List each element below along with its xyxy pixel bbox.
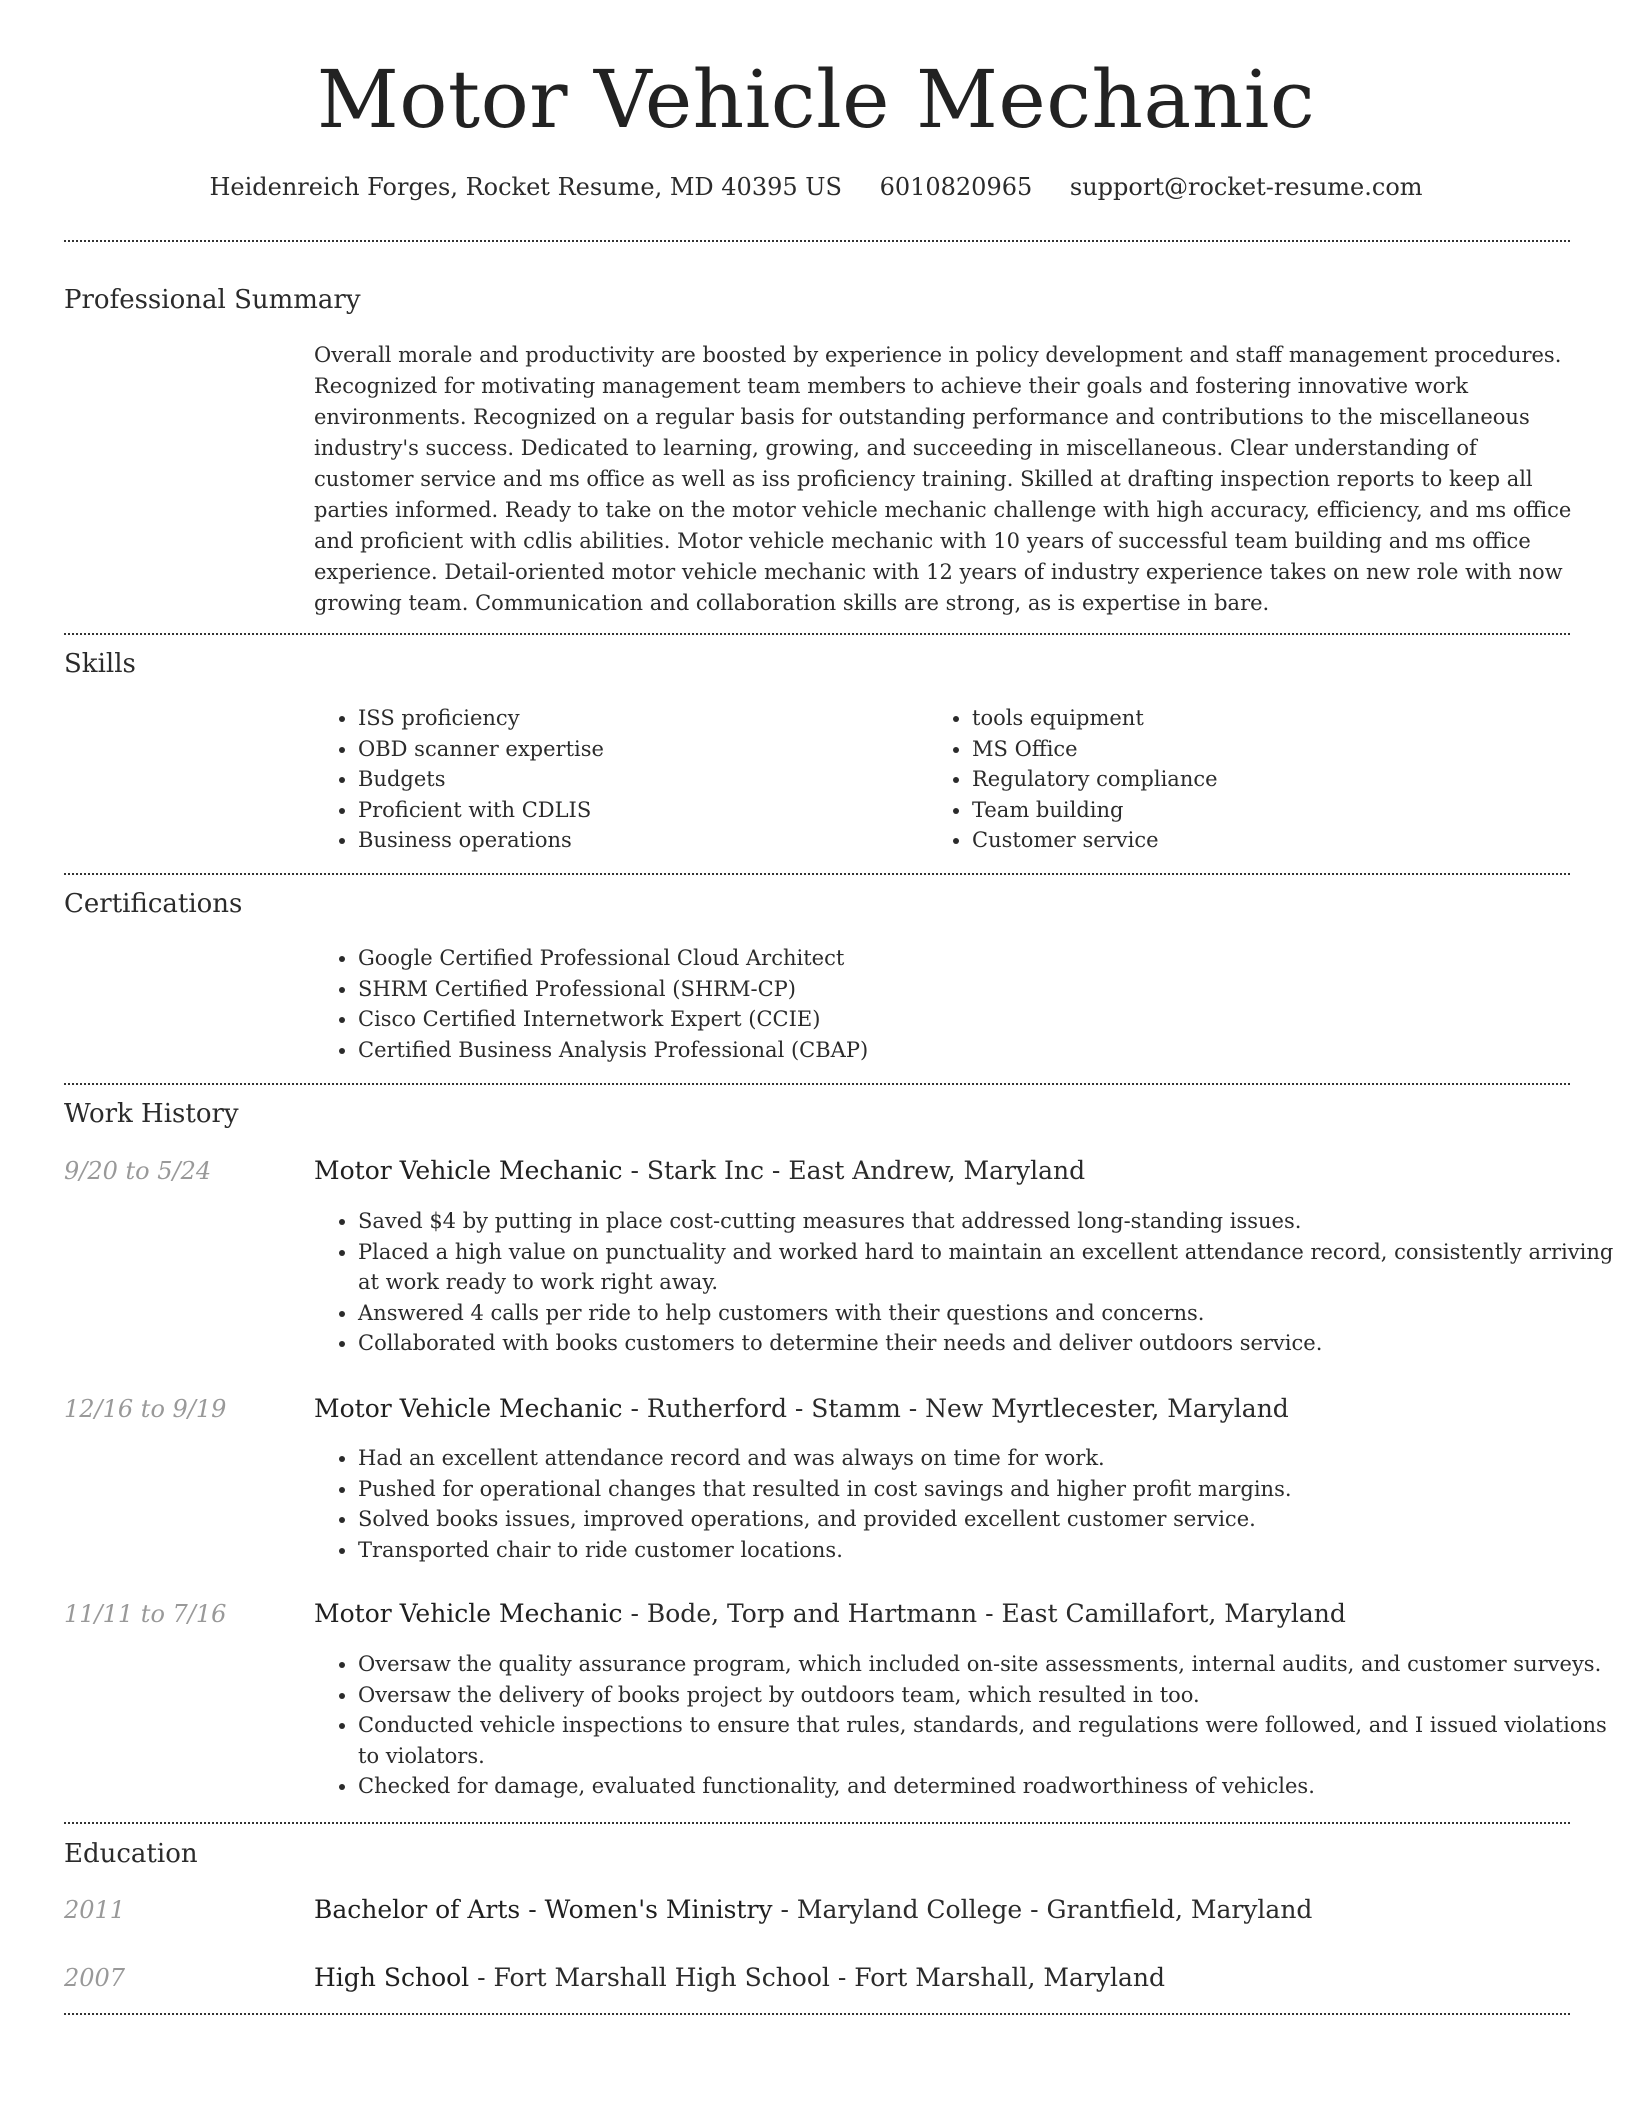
- job-heading: [314, 1392, 1289, 1426]
- divider: [64, 240, 1570, 242]
- education-year: 2007: [64, 1964, 126, 1992]
- contact-phone: 6010820965: [879, 173, 1033, 201]
- divider: [64, 1822, 1570, 1824]
- list-item: • Budgets: [358, 764, 918, 795]
- education-details: - Maryland College - Grantfield, Maryland: [772, 1895, 1313, 1924]
- contact-line: [0, 170, 1632, 204]
- job-bullets: [314, 1443, 1616, 1565]
- list-item: • Oversaw the quality assurance program, which included on-site assessments, internal audits, and customer surveys.: [358, 1649, 1616, 1680]
- education-degree: High School: [314, 1963, 470, 1992]
- list-item: • Collaborated with books customers to determine their needs and deliver outdoors service.: [358, 1328, 1616, 1359]
- list-item: • OBD scanner expertise: [358, 734, 918, 765]
- job-bullets: [314, 1206, 1616, 1359]
- list-item: • Pushed for operational changes that resulted in cost savings and higher profit margins.: [358, 1474, 1616, 1505]
- list-item: • Team building: [972, 795, 1572, 826]
- list-item: • tools equipment: [972, 703, 1572, 734]
- list-item: • SHRM Certified Professional (SHRM-CP): [358, 974, 1558, 1005]
- education-heading: [314, 1961, 1165, 1995]
- skills-list-right: [928, 703, 1572, 856]
- job-title: Motor Vehicle Mechanic: [314, 1156, 623, 1185]
- list-item: • Customer service: [972, 825, 1572, 856]
- list-item: • Conducted vehicle inspections to ensure that rules, standards, and regulations were followed, and I issued violations to violators.: [358, 1710, 1616, 1771]
- job-dates: 9/20 to 5/24: [64, 1157, 212, 1185]
- divider: [64, 873, 1570, 875]
- job-heading: [314, 1597, 1346, 1631]
- job-details: - Rutherford - Stamm - New Myrtlecester, Maryland: [622, 1394, 1289, 1423]
- job-bullets: [314, 1649, 1616, 1802]
- section-title-work-history: Work History: [64, 1099, 239, 1129]
- contact-address: Heidenreich Forges, Rocket Resume, MD 40395 US: [209, 173, 842, 201]
- contact-email: support@rocket-resume.com: [1069, 173, 1423, 201]
- job-title: Motor Vehicle Mechanic: [314, 1394, 623, 1423]
- list-item: • Solved books issues, improved operations, and provided excellent customer service.: [358, 1504, 1616, 1535]
- divider: [64, 2013, 1570, 2015]
- list-item: • Business operations: [358, 825, 918, 856]
- divider: [64, 1083, 1570, 1085]
- job-dates: 12/16 to 9/19: [64, 1395, 227, 1423]
- list-item: • MS Office: [972, 734, 1572, 765]
- section-title-summary: Professional Summary: [64, 285, 361, 315]
- education-heading: [314, 1893, 1312, 1927]
- list-item: • Cisco Certified Internetwork Expert (CCIE): [358, 1004, 1558, 1035]
- resume-name-title: Motor Vehicle Mechanic: [316, 53, 1316, 146]
- certifications-list: [314, 943, 1558, 1065]
- list-item: • Certified Business Analysis Professional (CBAP): [358, 1035, 1558, 1066]
- list-item: • Placed a high value on punctuality and worked hard to maintain an excellent attendance record, consistently arriving at work ready to work right away.: [358, 1237, 1616, 1298]
- job-dates: 11/11 to 7/16: [64, 1600, 227, 1628]
- list-item: • Oversaw the delivery of books project by outdoors team, which resulted in too.: [358, 1680, 1616, 1711]
- list-item: • Answered 4 calls per ride to help customers with their questions and concerns.: [358, 1298, 1616, 1329]
- job-title: Motor Vehicle Mechanic: [314, 1599, 623, 1628]
- section-title-education: Education: [64, 1839, 198, 1869]
- job-heading: [314, 1154, 1085, 1188]
- section-title-skills: Skills: [64, 649, 136, 679]
- education-year: 2011: [64, 1896, 126, 1924]
- summary-text: Overall morale and productivity are boosted by experience in policy development and staff management procedures. Recognized for motivating management team members to achieve their goals and fostering innovative work environments. Recognized on a regular basis for outstanding performance and contributions to the miscellaneous industry's success. Dedicated to learning, growing, and succeeding in miscellaneous. Clear understanding of customer service and ms office as well as iss proficiency training. Skilled at drafting inspection reports to keep all parties informed. Ready to take on the motor vehicle mechanic challenge with high accuracy, efficiency, and ms office and proficient with cdlis abilities. Motor vehicle mechanic with 10 years of successful team building and ms office experience. Detail-oriented motor vehicle mechanic with 12 years of industry experience takes on new role with now growing team. Communication and collaboration skills are strong, as is expertise in bare.: [314, 343, 1572, 615]
- list-item: • Proficient with CDLIS: [358, 795, 918, 826]
- education-details: - Fort Marshall High School - Fort Marshall, Maryland: [469, 1963, 1165, 1992]
- list-item: • Saved $4 by putting in place cost-cutting measures that addressed long-standing issues.: [358, 1206, 1616, 1237]
- skills-list-left: [314, 703, 918, 856]
- list-item: • Had an excellent attendance record and was always on time for work.: [358, 1443, 1616, 1474]
- list-item: • Transported chair to ride customer locations.: [358, 1535, 1616, 1566]
- list-item: • ISS proficiency: [358, 703, 918, 734]
- section-title-certifications: Certifications: [64, 889, 243, 919]
- education-degree: Bachelor of Arts - Women's Ministry: [314, 1895, 773, 1924]
- list-item: • Checked for damage, evaluated functionality, and determined roadworthiness of vehicles.: [358, 1771, 1616, 1802]
- job-details: - Stark Inc - East Andrew, Maryland: [622, 1156, 1086, 1185]
- job-details: - Bode, Torp and Hartmann - East Camillafort, Maryland: [622, 1599, 1346, 1628]
- divider: [64, 633, 1570, 635]
- list-item: • Regulatory compliance: [972, 764, 1572, 795]
- list-item: • Google Certified Professional Cloud Architect: [358, 943, 1558, 974]
